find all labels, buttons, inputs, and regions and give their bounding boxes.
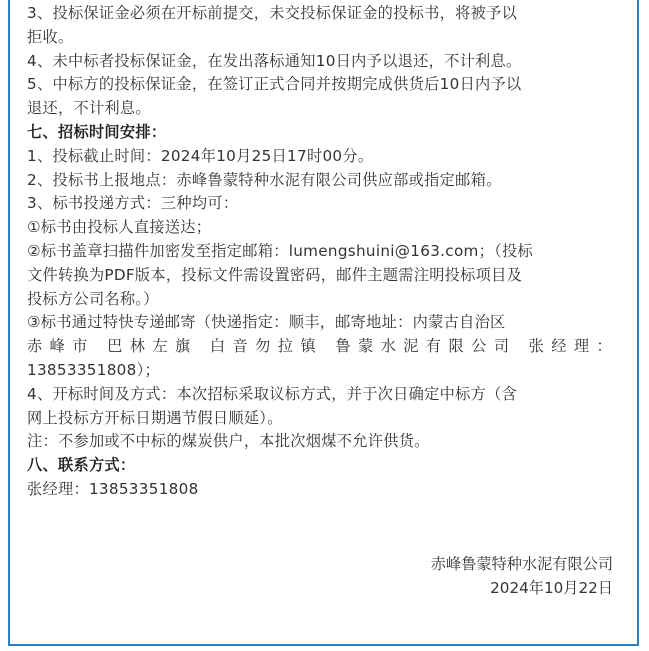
document-body (27, 2, 612, 502)
deposit-item-3-cont: 拒收。 (27, 27, 74, 46)
schedule-heading: 七、招标时间安排： (27, 122, 167, 141)
deposit-item-3: 3、投标保证金必须在开标前提交，未交投标保证金的投标书，将被予以 (27, 4, 518, 22)
signature-date: 2024年10月22日 (490, 579, 613, 597)
method-option-2: ②标书盖章扫描件加密发至指定邮箱：lumengshuini@163.com；（投标 (27, 241, 533, 260)
method-option-3: ③标书通过特快专递邮寄（快递指定：顺丰，邮寄地址：内蒙古自治区 (27, 313, 506, 332)
method-option-2-end: 投标方公司名称。） (27, 289, 159, 308)
deposit-item-4: 4、未中标者投标保证金，在发出落标通知10日内予以退还，不计利息。 (27, 51, 522, 70)
signature-company: 赤峰鲁蒙特种水泥有限公司 (430, 555, 613, 573)
deadline-line: 1、投标截止时间：2024年10月25日17时00分。 (27, 146, 374, 165)
method-option-3-end: 13853351808）； (27, 360, 160, 379)
deposit-item-5: 5、中标方的投标保证金，在签订正式合同并按期完成供货后10日内予以 (27, 75, 522, 94)
contact-person: 张经理：13853351808 (27, 479, 199, 498)
opening-line: 4、开标时间及方式：本次招标采取议标方式，并于次日确定中标方（含 (27, 384, 518, 403)
method-option-2-cont: 文件转换为PDF版本，投标文件需设置密码，邮件主题需注明投标项目及 (27, 265, 523, 284)
note-line: 注：不参加或不中标的煤炭供户，本批次烟煤不允许供货。 (27, 432, 430, 451)
method-option-3-cont: 赤峰市 巴林左旗 白音勿拉镇 鲁蒙水泥有限公司 张经理： (27, 337, 612, 356)
deposit-item-5-cont: 退还，不计利息。 (27, 99, 151, 118)
method-intro: 3、标书投递方式：三种均可： (27, 194, 239, 213)
opening-line-cont: 网上投标方开标日期遇节假日顺延）。 (27, 408, 283, 427)
method-option-1: ①标书由投标人直接送达； (27, 218, 212, 237)
location-line: 2、投标书上报地点：赤峰鲁蒙特种水泥有限公司供应部或指定邮箱。 (27, 170, 502, 189)
contact-heading: 八、联系方式： (27, 456, 136, 475)
